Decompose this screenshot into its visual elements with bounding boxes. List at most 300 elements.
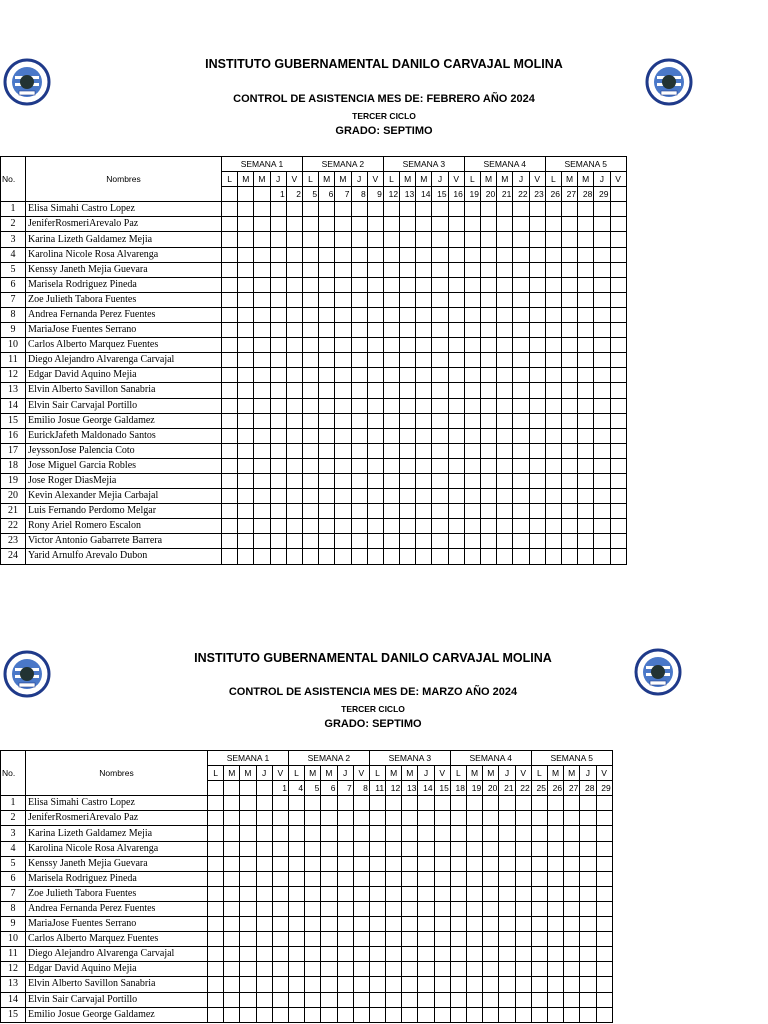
attendance-cell[interactable]: [564, 826, 580, 841]
attendance-cell[interactable]: [596, 811, 612, 826]
attendance-cell[interactable]: [564, 977, 580, 992]
attendance-cell[interactable]: [547, 826, 563, 841]
attendance-cell[interactable]: [288, 871, 304, 886]
attendance-cell[interactable]: [402, 841, 418, 856]
attendance-cell[interactable]: [353, 901, 369, 916]
attendance-cell[interactable]: [224, 901, 240, 916]
attendance-cell[interactable]: [450, 871, 466, 886]
attendance-cell[interactable]: [531, 856, 547, 871]
attendance-cell[interactable]: [564, 962, 580, 977]
attendance-cell[interactable]: [272, 901, 288, 916]
attendance-cell[interactable]: [305, 962, 321, 977]
attendance-cell[interactable]: [450, 962, 466, 977]
attendance-cell[interactable]: [321, 886, 337, 901]
attendance-cell[interactable]: [305, 826, 321, 841]
attendance-cell[interactable]: [418, 826, 434, 841]
attendance-cell[interactable]: [434, 796, 450, 811]
attendance-cell[interactable]: [580, 871, 596, 886]
attendance-cell[interactable]: [418, 932, 434, 947]
attendance-cell[interactable]: [353, 871, 369, 886]
attendance-cell[interactable]: [337, 796, 353, 811]
attendance-cell[interactable]: [256, 901, 272, 916]
attendance-cell[interactable]: [288, 856, 304, 871]
attendance-cell[interactable]: [256, 856, 272, 871]
attendance-cell[interactable]: [224, 947, 240, 962]
attendance-cell[interactable]: [402, 1007, 418, 1022]
attendance-cell[interactable]: [353, 811, 369, 826]
attendance-cell[interactable]: [547, 796, 563, 811]
attendance-cell[interactable]: [240, 917, 256, 932]
attendance-cell[interactable]: [418, 977, 434, 992]
attendance-cell[interactable]: [596, 947, 612, 962]
attendance-cell[interactable]: [547, 871, 563, 886]
attendance-cell[interactable]: [272, 856, 288, 871]
attendance-cell[interactable]: [208, 796, 224, 811]
attendance-cell[interactable]: [596, 886, 612, 901]
attendance-cell[interactable]: [288, 1007, 304, 1022]
attendance-cell[interactable]: [418, 856, 434, 871]
attendance-cell[interactable]: [386, 841, 402, 856]
attendance-cell[interactable]: [272, 886, 288, 901]
attendance-cell[interactable]: [483, 962, 499, 977]
attendance-cell[interactable]: [208, 917, 224, 932]
attendance-cell[interactable]: [515, 856, 531, 871]
attendance-cell[interactable]: [240, 841, 256, 856]
attendance-cell[interactable]: [386, 856, 402, 871]
attendance-cell[interactable]: [418, 811, 434, 826]
attendance-cell[interactable]: [402, 796, 418, 811]
attendance-cell[interactable]: [305, 1007, 321, 1022]
attendance-cell[interactable]: [288, 992, 304, 1007]
attendance-cell[interactable]: [208, 901, 224, 916]
attendance-cell[interactable]: [305, 977, 321, 992]
attendance-cell[interactable]: [288, 947, 304, 962]
attendance-cell[interactable]: [580, 886, 596, 901]
attendance-cell[interactable]: [515, 796, 531, 811]
attendance-cell[interactable]: [402, 826, 418, 841]
attendance-cell[interactable]: [369, 1007, 385, 1022]
attendance-cell[interactable]: [450, 811, 466, 826]
attendance-cell[interactable]: [272, 977, 288, 992]
attendance-cell[interactable]: [337, 901, 353, 916]
attendance-cell[interactable]: [288, 886, 304, 901]
attendance-cell[interactable]: [369, 962, 385, 977]
attendance-cell[interactable]: [369, 796, 385, 811]
attendance-cell[interactable]: [434, 901, 450, 916]
attendance-cell[interactable]: [418, 796, 434, 811]
attendance-cell[interactable]: [531, 917, 547, 932]
attendance-cell[interactable]: [337, 992, 353, 1007]
attendance-cell[interactable]: [337, 917, 353, 932]
attendance-cell[interactable]: [337, 811, 353, 826]
attendance-cell[interactable]: [386, 901, 402, 916]
attendance-cell[interactable]: [208, 992, 224, 1007]
attendance-cell[interactable]: [564, 811, 580, 826]
attendance-cell[interactable]: [224, 992, 240, 1007]
attendance-cell[interactable]: [450, 901, 466, 916]
attendance-cell[interactable]: [499, 962, 515, 977]
attendance-cell[interactable]: [386, 811, 402, 826]
attendance-cell[interactable]: [483, 992, 499, 1007]
attendance-cell[interactable]: [240, 947, 256, 962]
attendance-cell[interactable]: [499, 811, 515, 826]
attendance-cell[interactable]: [450, 1007, 466, 1022]
attendance-cell[interactable]: [240, 796, 256, 811]
attendance-cell[interactable]: [337, 1007, 353, 1022]
attendance-cell[interactable]: [369, 886, 385, 901]
attendance-cell[interactable]: [564, 901, 580, 916]
attendance-cell[interactable]: [224, 856, 240, 871]
attendance-cell[interactable]: [256, 811, 272, 826]
attendance-cell[interactable]: [369, 932, 385, 947]
attendance-cell[interactable]: [580, 1007, 596, 1022]
attendance-cell[interactable]: [596, 841, 612, 856]
attendance-cell[interactable]: [531, 977, 547, 992]
attendance-cell[interactable]: [272, 841, 288, 856]
attendance-cell[interactable]: [321, 917, 337, 932]
attendance-cell[interactable]: [321, 977, 337, 992]
attendance-cell[interactable]: [547, 856, 563, 871]
attendance-cell[interactable]: [305, 841, 321, 856]
attendance-cell[interactable]: [531, 796, 547, 811]
attendance-cell[interactable]: [337, 886, 353, 901]
attendance-cell[interactable]: [547, 947, 563, 962]
attendance-cell[interactable]: [418, 917, 434, 932]
attendance-cell[interactable]: [402, 886, 418, 901]
attendance-cell[interactable]: [321, 826, 337, 841]
attendance-cell[interactable]: [467, 796, 483, 811]
attendance-cell[interactable]: [256, 841, 272, 856]
attendance-cell[interactable]: [402, 977, 418, 992]
attendance-cell[interactable]: [499, 977, 515, 992]
attendance-cell[interactable]: [224, 871, 240, 886]
attendance-cell[interactable]: [240, 1007, 256, 1022]
attendance-cell[interactable]: [531, 871, 547, 886]
attendance-cell[interactable]: [515, 901, 531, 916]
attendance-cell[interactable]: [321, 932, 337, 947]
attendance-cell[interactable]: [321, 796, 337, 811]
attendance-cell[interactable]: [321, 962, 337, 977]
attendance-cell[interactable]: [386, 886, 402, 901]
attendance-cell[interactable]: [531, 932, 547, 947]
attendance-cell[interactable]: [402, 932, 418, 947]
attendance-cell[interactable]: [564, 856, 580, 871]
attendance-cell[interactable]: [564, 947, 580, 962]
attendance-cell[interactable]: [386, 871, 402, 886]
attendance-cell[interactable]: [256, 947, 272, 962]
attendance-cell[interactable]: [434, 856, 450, 871]
attendance-cell[interactable]: [208, 841, 224, 856]
attendance-cell[interactable]: [499, 901, 515, 916]
attendance-cell[interactable]: [580, 962, 596, 977]
attendance-cell[interactable]: [531, 886, 547, 901]
attendance-cell[interactable]: [450, 917, 466, 932]
attendance-cell[interactable]: [208, 826, 224, 841]
attendance-cell[interactable]: [337, 947, 353, 962]
attendance-cell[interactable]: [272, 811, 288, 826]
attendance-cell[interactable]: [499, 1007, 515, 1022]
attendance-cell[interactable]: [256, 917, 272, 932]
attendance-cell[interactable]: [450, 886, 466, 901]
attendance-cell[interactable]: [467, 841, 483, 856]
attendance-cell[interactable]: [434, 947, 450, 962]
attendance-cell[interactable]: [547, 917, 563, 932]
attendance-cell[interactable]: [483, 811, 499, 826]
attendance-cell[interactable]: [547, 962, 563, 977]
attendance-cell[interactable]: [305, 796, 321, 811]
attendance-cell[interactable]: [531, 826, 547, 841]
attendance-cell[interactable]: [434, 932, 450, 947]
attendance-cell[interactable]: [321, 901, 337, 916]
attendance-cell[interactable]: [208, 811, 224, 826]
attendance-cell[interactable]: [353, 826, 369, 841]
attendance-cell[interactable]: [353, 796, 369, 811]
attendance-cell[interactable]: [450, 856, 466, 871]
attendance-cell[interactable]: [353, 977, 369, 992]
attendance-cell[interactable]: [434, 871, 450, 886]
attendance-cell[interactable]: [288, 796, 304, 811]
attendance-cell[interactable]: [531, 1007, 547, 1022]
attendance-cell[interactable]: [564, 992, 580, 1007]
attendance-cell[interactable]: [224, 886, 240, 901]
attendance-cell[interactable]: [547, 1007, 563, 1022]
attendance-cell[interactable]: [483, 796, 499, 811]
attendance-cell[interactable]: [305, 871, 321, 886]
attendance-cell[interactable]: [208, 871, 224, 886]
attendance-cell[interactable]: [208, 947, 224, 962]
attendance-cell[interactable]: [499, 841, 515, 856]
attendance-cell[interactable]: [224, 1007, 240, 1022]
attendance-cell[interactable]: [402, 992, 418, 1007]
attendance-cell[interactable]: [499, 871, 515, 886]
attendance-cell[interactable]: [515, 947, 531, 962]
attendance-cell[interactable]: [224, 811, 240, 826]
attendance-cell[interactable]: [499, 932, 515, 947]
attendance-cell[interactable]: [305, 886, 321, 901]
attendance-cell[interactable]: [515, 1007, 531, 1022]
attendance-cell[interactable]: [224, 841, 240, 856]
attendance-cell[interactable]: [467, 977, 483, 992]
attendance-cell[interactable]: [547, 841, 563, 856]
attendance-cell[interactable]: [434, 826, 450, 841]
attendance-cell[interactable]: [547, 886, 563, 901]
attendance-cell[interactable]: [467, 992, 483, 1007]
attendance-cell[interactable]: [402, 962, 418, 977]
attendance-cell[interactable]: [580, 992, 596, 1007]
attendance-cell[interactable]: [256, 796, 272, 811]
attendance-cell[interactable]: [256, 886, 272, 901]
attendance-cell[interactable]: [402, 901, 418, 916]
attendance-cell[interactable]: [337, 932, 353, 947]
attendance-cell[interactable]: [499, 886, 515, 901]
attendance-cell[interactable]: [467, 856, 483, 871]
attendance-cell[interactable]: [288, 917, 304, 932]
attendance-cell[interactable]: [564, 917, 580, 932]
attendance-cell[interactable]: [369, 871, 385, 886]
attendance-cell[interactable]: [386, 992, 402, 1007]
attendance-cell[interactable]: [353, 886, 369, 901]
attendance-cell[interactable]: [369, 977, 385, 992]
attendance-cell[interactable]: [208, 886, 224, 901]
attendance-cell[interactable]: [467, 901, 483, 916]
attendance-cell[interactable]: [434, 811, 450, 826]
attendance-cell[interactable]: [596, 932, 612, 947]
attendance-cell[interactable]: [580, 841, 596, 856]
attendance-cell[interactable]: [434, 977, 450, 992]
attendance-cell[interactable]: [418, 962, 434, 977]
attendance-cell[interactable]: [353, 917, 369, 932]
attendance-cell[interactable]: [256, 992, 272, 1007]
attendance-cell[interactable]: [369, 856, 385, 871]
attendance-cell[interactable]: [434, 917, 450, 932]
attendance-cell[interactable]: [288, 826, 304, 841]
attendance-cell[interactable]: [564, 1007, 580, 1022]
attendance-cell[interactable]: [418, 901, 434, 916]
attendance-cell[interactable]: [256, 962, 272, 977]
attendance-cell[interactable]: [240, 856, 256, 871]
attendance-cell[interactable]: [580, 811, 596, 826]
attendance-cell[interactable]: [256, 826, 272, 841]
attendance-cell[interactable]: [272, 947, 288, 962]
attendance-cell[interactable]: [305, 917, 321, 932]
attendance-cell[interactable]: [272, 932, 288, 947]
attendance-cell[interactable]: [402, 856, 418, 871]
attendance-cell[interactable]: [596, 1007, 612, 1022]
attendance-cell[interactable]: [467, 932, 483, 947]
attendance-cell[interactable]: [434, 992, 450, 1007]
attendance-cell[interactable]: [208, 977, 224, 992]
attendance-cell[interactable]: [272, 962, 288, 977]
attendance-cell[interactable]: [531, 947, 547, 962]
attendance-cell[interactable]: [515, 826, 531, 841]
attendance-cell[interactable]: [515, 917, 531, 932]
attendance-cell[interactable]: [547, 977, 563, 992]
attendance-cell[interactable]: [305, 932, 321, 947]
attendance-cell[interactable]: [369, 841, 385, 856]
attendance-cell[interactable]: [386, 826, 402, 841]
attendance-cell[interactable]: [596, 796, 612, 811]
attendance-cell[interactable]: [515, 871, 531, 886]
attendance-cell[interactable]: [353, 947, 369, 962]
attendance-cell[interactable]: [272, 796, 288, 811]
attendance-cell[interactable]: [353, 841, 369, 856]
attendance-cell[interactable]: [580, 932, 596, 947]
attendance-cell[interactable]: [353, 932, 369, 947]
attendance-cell[interactable]: [467, 886, 483, 901]
attendance-cell[interactable]: [288, 901, 304, 916]
attendance-cell[interactable]: [483, 841, 499, 856]
attendance-cell[interactable]: [580, 796, 596, 811]
attendance-cell[interactable]: [499, 826, 515, 841]
attendance-cell[interactable]: [596, 977, 612, 992]
attendance-cell[interactable]: [321, 856, 337, 871]
attendance-cell[interactable]: [450, 796, 466, 811]
attendance-cell[interactable]: [483, 886, 499, 901]
attendance-cell[interactable]: [208, 962, 224, 977]
attendance-cell[interactable]: [596, 962, 612, 977]
attendance-cell[interactable]: [353, 856, 369, 871]
attendance-cell[interactable]: [337, 856, 353, 871]
attendance-cell[interactable]: [337, 841, 353, 856]
attendance-cell[interactable]: [434, 1007, 450, 1022]
attendance-cell[interactable]: [369, 947, 385, 962]
attendance-cell[interactable]: [483, 932, 499, 947]
attendance-cell[interactable]: [208, 856, 224, 871]
attendance-cell[interactable]: [305, 901, 321, 916]
attendance-cell[interactable]: [450, 841, 466, 856]
attendance-cell[interactable]: [499, 917, 515, 932]
attendance-cell[interactable]: [288, 962, 304, 977]
attendance-cell[interactable]: [483, 1007, 499, 1022]
attendance-cell[interactable]: [337, 871, 353, 886]
attendance-cell[interactable]: [499, 992, 515, 1007]
attendance-cell[interactable]: [272, 871, 288, 886]
attendance-cell[interactable]: [418, 1007, 434, 1022]
attendance-cell[interactable]: [580, 977, 596, 992]
attendance-cell[interactable]: [369, 992, 385, 1007]
attendance-cell[interactable]: [337, 826, 353, 841]
attendance-cell[interactable]: [483, 947, 499, 962]
attendance-cell[interactable]: [450, 977, 466, 992]
attendance-cell[interactable]: [467, 962, 483, 977]
attendance-cell[interactable]: [288, 841, 304, 856]
attendance-cell[interactable]: [402, 811, 418, 826]
attendance-cell[interactable]: [337, 977, 353, 992]
attendance-cell[interactable]: [450, 947, 466, 962]
attendance-cell[interactable]: [224, 932, 240, 947]
attendance-cell[interactable]: [596, 856, 612, 871]
attendance-cell[interactable]: [386, 977, 402, 992]
attendance-cell[interactable]: [272, 826, 288, 841]
attendance-cell[interactable]: [272, 992, 288, 1007]
attendance-cell[interactable]: [450, 932, 466, 947]
attendance-cell[interactable]: [321, 992, 337, 1007]
attendance-cell[interactable]: [547, 992, 563, 1007]
attendance-cell[interactable]: [353, 992, 369, 1007]
attendance-cell[interactable]: [256, 1007, 272, 1022]
attendance-cell[interactable]: [483, 917, 499, 932]
attendance-cell[interactable]: [434, 962, 450, 977]
attendance-cell[interactable]: [240, 811, 256, 826]
attendance-cell[interactable]: [321, 811, 337, 826]
attendance-cell[interactable]: [580, 917, 596, 932]
attendance-cell[interactable]: [418, 992, 434, 1007]
attendance-cell[interactable]: [224, 917, 240, 932]
attendance-cell[interactable]: [256, 932, 272, 947]
attendance-cell[interactable]: [305, 856, 321, 871]
attendance-cell[interactable]: [515, 886, 531, 901]
attendance-cell[interactable]: [224, 796, 240, 811]
attendance-cell[interactable]: [240, 871, 256, 886]
attendance-cell[interactable]: [240, 977, 256, 992]
attendance-cell[interactable]: [288, 811, 304, 826]
attendance-cell[interactable]: [515, 992, 531, 1007]
attendance-cell[interactable]: [386, 1007, 402, 1022]
attendance-cell[interactable]: [321, 871, 337, 886]
attendance-cell[interactable]: [564, 932, 580, 947]
attendance-cell[interactable]: [369, 826, 385, 841]
attendance-cell[interactable]: [467, 811, 483, 826]
attendance-cell[interactable]: [467, 826, 483, 841]
attendance-cell[interactable]: [499, 947, 515, 962]
attendance-cell[interactable]: [305, 811, 321, 826]
attendance-cell[interactable]: [224, 826, 240, 841]
attendance-cell[interactable]: [515, 962, 531, 977]
attendance-cell[interactable]: [288, 932, 304, 947]
attendance-cell[interactable]: [467, 871, 483, 886]
attendance-cell[interactable]: [369, 811, 385, 826]
attendance-cell[interactable]: [564, 886, 580, 901]
